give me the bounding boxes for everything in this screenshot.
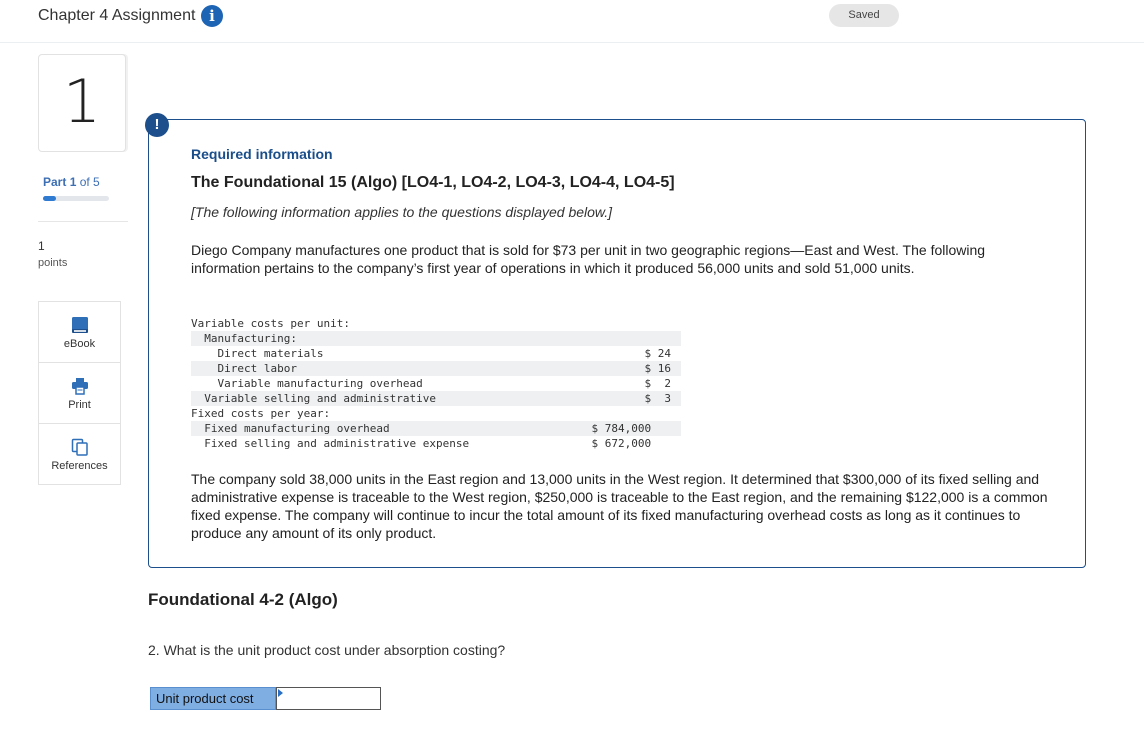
tool-list [38,301,121,485]
question-number-tile[interactable] [38,54,126,152]
cost-table-row [191,361,681,376]
cost-table-row [191,331,681,346]
cost-table [191,316,681,451]
cost-table-row [191,316,681,331]
question-number: 1 [62,67,102,137]
references-button[interactable] [39,424,120,484]
question-prompt: 2. What is the unit product cost under absorption costing? [148,642,506,658]
points-value: 1 [38,239,45,253]
cost-label: Direct labor [191,362,297,375]
cost-label: Direct materials [191,347,324,360]
part-total: of 5 [79,175,100,189]
part-current: 1 [69,175,77,189]
cost-label: Fixed selling and administrative expense [191,437,470,450]
points-label: points [38,257,68,269]
cost-table-row [191,376,681,391]
input-flag-icon [278,689,283,697]
book-icon [71,316,89,334]
question-subtitle: Foundational 4-2 (Algo) [148,590,338,609]
divider [38,221,128,222]
cost-table-row [191,436,681,451]
ebook-label: eBook [63,338,96,350]
cost-value: $ 24 [644,347,671,360]
cost-value: $ 2 [644,377,671,390]
exclamation-icon: ! [145,113,169,137]
cost-label: Fixed manufacturing overhead [191,422,390,435]
printer-icon [71,377,89,395]
saved-status-badge: Saved [829,4,899,27]
top-bar [0,0,1144,43]
print-label: Print [68,399,91,411]
cost-value: $ 784,000 [591,422,671,435]
cost-label: Variable selling and administrative [191,392,437,405]
part-indicator [43,175,100,189]
cost-label: Variable costs per unit: [191,317,350,330]
ebook-button[interactable] [39,302,120,363]
part-progress-fill [43,196,56,201]
cost-value: $ 3 [644,392,671,405]
cost-table-row [191,406,681,421]
cost-label: Fixed costs per year: [191,407,331,420]
cost-label: Variable manufacturing overhead [191,377,423,390]
cost-table-row [191,421,681,436]
assignment-title: Chapter 4 Assignment [38,7,196,24]
part-progress-bar [43,196,109,201]
cost-value: $ 16 [644,362,671,375]
cost-label: Manufacturing: [191,332,297,345]
part-word: Part [43,175,67,189]
cost-value: $ 672,000 [591,437,671,450]
cost-table-row [191,346,681,361]
answer-label: Unit product cost [150,687,276,710]
unit-product-cost-input[interactable] [276,687,381,710]
required-info-heading: Required information [191,146,333,162]
closing-paragraph: The company sold 38,000 units in the East region and 13,000 units in the West region. It determined that $300,000 of its fixed selling and administrative expense is traceable to the West region, $250,000 is traceable to the East region, and the remaining $122,000 is a common fixed expense. The company will continue to incur the total amount of its fixed manufacturing overhead costs as long as it continues to produce any amount of its only product. [191,471,1048,541]
problem-title: The Foundational 15 (Algo) [LO4-1, LO4-2, LO4-3, LO4-4, LO4-5] [191,174,675,191]
intro-paragraph: Diego Company manufactures one product that is sold for $73 per unit in two geographic regions—East and West. The following information pertains to the company’s first year of operations in which it produced 56,000 units and sold 51,000 units. [191,242,986,276]
copy-documents-icon [71,438,89,456]
info-icon[interactable]: i [201,5,223,27]
print-button[interactable] [39,363,120,424]
cost-table-row [191,391,681,406]
references-label: References [51,460,108,472]
applies-note: [The following information applies to the questions displayed below.] [191,204,613,220]
